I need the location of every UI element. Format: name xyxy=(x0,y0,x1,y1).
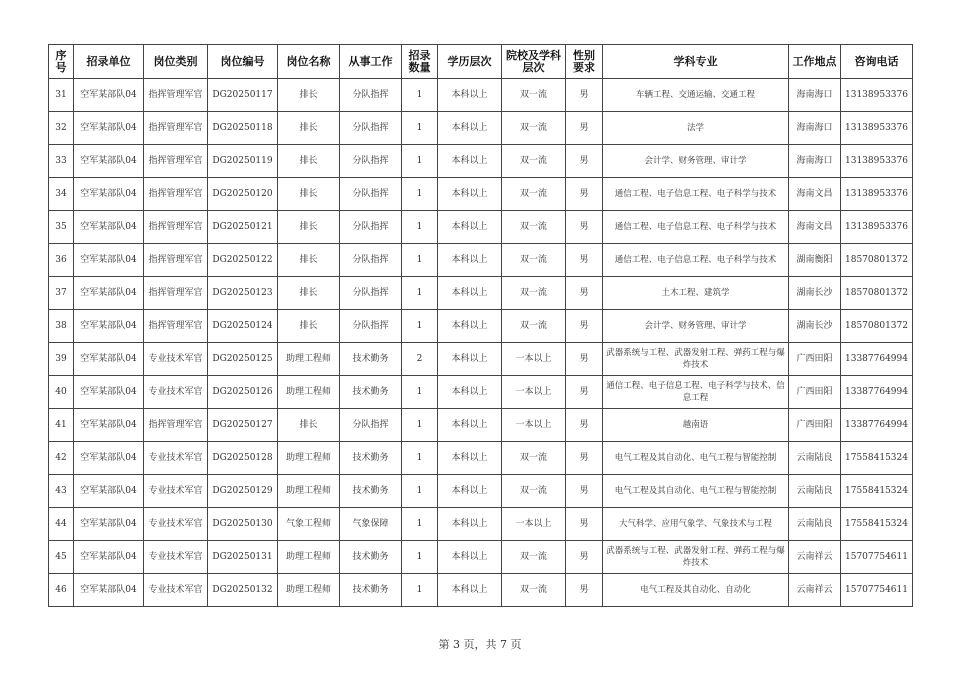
table-cell: 技术勤务 xyxy=(340,376,402,409)
table-cell: 双一流 xyxy=(502,310,566,343)
table-cell: 双一流 xyxy=(502,442,566,475)
table-row xyxy=(49,277,913,310)
table-cell: 男 xyxy=(566,277,603,310)
table-cell: 男 xyxy=(566,442,603,475)
table-cell: 本科以上 xyxy=(438,145,502,178)
table-cell: 海南文昌 xyxy=(789,178,841,211)
table-cell: 17558415324 xyxy=(841,508,913,541)
table-cell: 空军某部队04 xyxy=(74,376,144,409)
table-cell: 双一流 xyxy=(502,211,566,244)
table-cell: 双一流 xyxy=(502,79,566,112)
table-cell: 技术勤务 xyxy=(340,541,402,574)
table-cell: 1 xyxy=(402,277,438,310)
table-cell: 男 xyxy=(566,343,603,376)
table-cell: 分队指挥 xyxy=(340,211,402,244)
table-cell: 1 xyxy=(402,145,438,178)
table-cell: 云南陆良 xyxy=(789,508,841,541)
table-cell: 男 xyxy=(566,574,603,607)
table-cell: 本科以上 xyxy=(438,442,502,475)
table-row xyxy=(49,442,913,475)
table-cell: DG20250124 xyxy=(208,310,278,343)
table-cell: 武器系统与工程、武器发射工程、弹药工程与爆炸技术 xyxy=(603,541,789,574)
table-cell: 云南祥云 xyxy=(789,574,841,607)
table-cell: 技术勤务 xyxy=(340,343,402,376)
table-cell: 33 xyxy=(49,145,74,178)
table-cell: 助理工程师 xyxy=(278,574,340,607)
table-cell: 双一流 xyxy=(502,541,566,574)
table-cell: 1 xyxy=(402,178,438,211)
table-cell: 1 xyxy=(402,508,438,541)
table-cell: 空军某部队04 xyxy=(74,475,144,508)
table-cell: 海南文昌 xyxy=(789,211,841,244)
table-cell: 本科以上 xyxy=(438,508,502,541)
page-number: 第 3 页，共 7 页 xyxy=(438,638,522,651)
table-cell: 41 xyxy=(49,409,74,442)
table-cell: 通信工程、电子信息工程、电子科学与技术 xyxy=(603,178,789,211)
table-cell: 湖南衡阳 xyxy=(789,244,841,277)
table-cell: DG20250119 xyxy=(208,145,278,178)
table-cell: 海南海口 xyxy=(789,79,841,112)
table-cell: 气象工程师 xyxy=(278,508,340,541)
table-row xyxy=(49,409,913,442)
table-cell: DG20250130 xyxy=(208,508,278,541)
table-cell: 专业技术军官 xyxy=(144,541,208,574)
table-cell: 空军某部队04 xyxy=(74,574,144,607)
table-cell: 34 xyxy=(49,178,74,211)
table-cell: 本科以上 xyxy=(438,178,502,211)
table-cell: 43 xyxy=(49,475,74,508)
col-header: 岗位名称 xyxy=(278,45,340,79)
table-cell: 排长 xyxy=(278,79,340,112)
table-cell: 男 xyxy=(566,145,603,178)
table-cell: DG20250123 xyxy=(208,277,278,310)
table-cell: DG20250122 xyxy=(208,244,278,277)
table-cell: 15707754611 xyxy=(841,541,913,574)
table-row xyxy=(49,244,913,277)
table-cell: 38 xyxy=(49,310,74,343)
col-header: 咨询电话 xyxy=(841,45,913,79)
table-cell: 13138953376 xyxy=(841,178,913,211)
table-cell: 本科以上 xyxy=(438,211,502,244)
col-header: 岗位编号 xyxy=(208,45,278,79)
table-cell: 男 xyxy=(566,178,603,211)
table-cell: 指挥管理军官 xyxy=(144,244,208,277)
table-cell: 专业技术军官 xyxy=(144,376,208,409)
table-cell: DG20250132 xyxy=(208,574,278,607)
table-cell: 技术勤务 xyxy=(340,574,402,607)
table-cell: DG20250126 xyxy=(208,376,278,409)
table-cell: 空军某部队04 xyxy=(74,541,144,574)
table-cell: 指挥管理军官 xyxy=(144,79,208,112)
table-cell: 男 xyxy=(566,211,603,244)
table-cell: 双一流 xyxy=(502,475,566,508)
table-cell: 会计学、财务管理、审计学 xyxy=(603,310,789,343)
table-cell: 男 xyxy=(566,541,603,574)
table-cell: 技术勤务 xyxy=(340,475,402,508)
table-cell: 男 xyxy=(566,79,603,112)
table-cell: 通信工程、电子信息工程、电子科学与技术 xyxy=(603,244,789,277)
table-row xyxy=(49,211,913,244)
table-cell: 广西田阳 xyxy=(789,343,841,376)
table-cell: 空军某部队04 xyxy=(74,244,144,277)
table-cell: 13138953376 xyxy=(841,145,913,178)
table-cell: 分队指挥 xyxy=(340,310,402,343)
col-header: 招录单位 xyxy=(74,45,144,79)
table-cell: 土木工程、建筑学 xyxy=(603,277,789,310)
table-cell: 双一流 xyxy=(502,277,566,310)
table-cell: 45 xyxy=(49,541,74,574)
col-header: 学科专业 xyxy=(603,45,789,79)
table-cell: 排长 xyxy=(278,277,340,310)
table-cell: 男 xyxy=(566,475,603,508)
table-cell: 一本以上 xyxy=(502,376,566,409)
table-cell: 双一流 xyxy=(502,244,566,277)
table-cell: 排长 xyxy=(278,112,340,145)
table-cell: 本科以上 xyxy=(438,79,502,112)
table-cell: 1 xyxy=(402,442,438,475)
table-cell: 1 xyxy=(402,112,438,145)
table-cell: DG20250121 xyxy=(208,211,278,244)
table-cell: 湖南长沙 xyxy=(789,310,841,343)
table-cell: 1 xyxy=(402,244,438,277)
table-cell: 1 xyxy=(402,574,438,607)
table-cell: DG20250127 xyxy=(208,409,278,442)
table-cell: 1 xyxy=(402,211,438,244)
table-row xyxy=(49,310,913,343)
table-cell: 广西田阳 xyxy=(789,376,841,409)
table-cell: 双一流 xyxy=(502,574,566,607)
table-cell: 本科以上 xyxy=(438,310,502,343)
table-cell: 专业技术军官 xyxy=(144,343,208,376)
table-cell: 13387764994 xyxy=(841,409,913,442)
table-cell: 2 xyxy=(402,343,438,376)
table-cell: 排长 xyxy=(278,211,340,244)
table-cell: 气象保障 xyxy=(340,508,402,541)
table-body xyxy=(49,79,913,607)
table-cell: 专业技术军官 xyxy=(144,442,208,475)
col-header: 序号 xyxy=(49,45,74,79)
table-cell: 本科以上 xyxy=(438,112,502,145)
col-header: 性别要求 xyxy=(566,45,603,79)
table-cell: 男 xyxy=(566,409,603,442)
table-cell: DG20250131 xyxy=(208,541,278,574)
table-cell: 指挥管理军官 xyxy=(144,145,208,178)
table-cell: 空军某部队04 xyxy=(74,508,144,541)
table-row xyxy=(49,178,913,211)
table-row xyxy=(49,79,913,112)
table-row xyxy=(49,376,913,409)
table-cell: 一本以上 xyxy=(502,508,566,541)
table-cell: 排长 xyxy=(278,244,340,277)
table-cell: 专业技术军官 xyxy=(144,475,208,508)
table-cell: 男 xyxy=(566,244,603,277)
col-header: 工作地点 xyxy=(789,45,841,79)
table-cell: 助理工程师 xyxy=(278,541,340,574)
table-cell: 1 xyxy=(402,409,438,442)
table-cell: 专业技术军官 xyxy=(144,508,208,541)
table-cell: 18570801372 xyxy=(841,244,913,277)
table-cell: 13138953376 xyxy=(841,112,913,145)
table-cell: 本科以上 xyxy=(438,541,502,574)
table-cell: DG20250125 xyxy=(208,343,278,376)
table-cell: 空军某部队04 xyxy=(74,178,144,211)
table-cell: 本科以上 xyxy=(438,574,502,607)
table-cell: 法学 xyxy=(603,112,789,145)
table-cell: 助理工程师 xyxy=(278,343,340,376)
table-cell: 男 xyxy=(566,508,603,541)
table-cell: 分队指挥 xyxy=(340,178,402,211)
table-cell: 40 xyxy=(49,376,74,409)
table-cell: 本科以上 xyxy=(438,343,502,376)
table-cell: DG20250117 xyxy=(208,79,278,112)
table-cell: 46 xyxy=(49,574,74,607)
table-cell: DG20250128 xyxy=(208,442,278,475)
col-header: 招录数量 xyxy=(402,45,438,79)
table-cell: 空军某部队04 xyxy=(74,343,144,376)
table-cell: 指挥管理军官 xyxy=(144,409,208,442)
table-cell: 双一流 xyxy=(502,112,566,145)
table-cell: 空军某部队04 xyxy=(74,145,144,178)
table-cell: 湖南长沙 xyxy=(789,277,841,310)
table-cell: 1 xyxy=(402,475,438,508)
table-cell: 空军某部队04 xyxy=(74,409,144,442)
col-header: 从事工作 xyxy=(340,45,402,79)
header-row xyxy=(49,45,913,79)
table-cell: DG20250118 xyxy=(208,112,278,145)
table-cell: 武器系统与工程、武器发射工程、弹药工程与爆炸技术 xyxy=(603,343,789,376)
table-cell: 一本以上 xyxy=(502,343,566,376)
table-cell: 17558415324 xyxy=(841,442,913,475)
table-cell: 13387764994 xyxy=(841,343,913,376)
table-cell: 排长 xyxy=(278,178,340,211)
table-cell: 空军某部队04 xyxy=(74,79,144,112)
table-cell: 专业技术军官 xyxy=(144,574,208,607)
table-row xyxy=(49,574,913,607)
table-cell: 空军某部队04 xyxy=(74,442,144,475)
table-cell: 广西田阳 xyxy=(789,409,841,442)
recruitment-table xyxy=(48,44,913,607)
table-cell: 排长 xyxy=(278,310,340,343)
table-cell: 男 xyxy=(566,376,603,409)
table-cell: 13138953376 xyxy=(841,211,913,244)
table-cell: 助理工程师 xyxy=(278,475,340,508)
table-cell: 18570801372 xyxy=(841,277,913,310)
table-cell: 双一流 xyxy=(502,178,566,211)
table-cell: 电气工程及其自动化、自动化 xyxy=(603,574,789,607)
table-cell: 指挥管理军官 xyxy=(144,310,208,343)
table-cell: 指挥管理军官 xyxy=(144,211,208,244)
col-header: 学历层次 xyxy=(438,45,502,79)
table-cell: 18570801372 xyxy=(841,310,913,343)
table-row xyxy=(49,475,913,508)
table-cell: 电气工程及其自动化、电气工程与智能控制 xyxy=(603,442,789,475)
table-cell: 电气工程及其自动化、电气工程与智能控制 xyxy=(603,475,789,508)
table-cell: 空军某部队04 xyxy=(74,211,144,244)
table-cell: 云南陆良 xyxy=(789,475,841,508)
table-cell: 1 xyxy=(402,376,438,409)
table-cell: DG20250129 xyxy=(208,475,278,508)
table-cell: 男 xyxy=(566,310,603,343)
table-cell: 分队指挥 xyxy=(340,409,402,442)
table-cell: 31 xyxy=(49,79,74,112)
table-cell: 13387764994 xyxy=(841,376,913,409)
table-cell: 空军某部队04 xyxy=(74,277,144,310)
table-cell: 云南祥云 xyxy=(789,541,841,574)
table-cell: 技术勤务 xyxy=(340,442,402,475)
table-cell: 35 xyxy=(49,211,74,244)
table-cell: 1 xyxy=(402,310,438,343)
table-cell: 指挥管理军官 xyxy=(144,277,208,310)
table-cell: 助理工程师 xyxy=(278,442,340,475)
table-cell: 42 xyxy=(49,442,74,475)
table-row xyxy=(49,112,913,145)
table-cell: 13138953376 xyxy=(841,79,913,112)
table-cell: 36 xyxy=(49,244,74,277)
table-cell: 分队指挥 xyxy=(340,145,402,178)
table-cell: 17558415324 xyxy=(841,475,913,508)
table-cell: 越南语 xyxy=(603,409,789,442)
table-cell: 排长 xyxy=(278,409,340,442)
table-cell: 本科以上 xyxy=(438,409,502,442)
table-cell: 分队指挥 xyxy=(340,79,402,112)
table-cell: 通信工程、电子信息工程、电子科学与技术 xyxy=(603,211,789,244)
table-cell: 排长 xyxy=(278,145,340,178)
table-cell: 分队指挥 xyxy=(340,277,402,310)
table-cell: 云南陆良 xyxy=(789,442,841,475)
table-cell: 助理工程师 xyxy=(278,376,340,409)
table-cell: 指挥管理军官 xyxy=(144,178,208,211)
table-cell: 1 xyxy=(402,79,438,112)
table-cell: 37 xyxy=(49,277,74,310)
table-cell: 空军某部队04 xyxy=(74,112,144,145)
col-header: 岗位类别 xyxy=(144,45,208,79)
table-row xyxy=(49,508,913,541)
table-cell: 本科以上 xyxy=(438,475,502,508)
table-cell: 本科以上 xyxy=(438,244,502,277)
table-cell: 1 xyxy=(402,541,438,574)
table-cell: 空军某部队04 xyxy=(74,310,144,343)
table-cell: 大气科学、应用气象学、气象技术与工程 xyxy=(603,508,789,541)
table-cell: 男 xyxy=(566,112,603,145)
table-row xyxy=(49,145,913,178)
table-row xyxy=(49,541,913,574)
table-cell: 39 xyxy=(49,343,74,376)
table-cell: 指挥管理军官 xyxy=(144,112,208,145)
table-cell: 15707754611 xyxy=(841,574,913,607)
table-cell: 通信工程、电子信息工程、电子科学与技术、信息工程 xyxy=(603,376,789,409)
table-cell: 车辆工程、交通运输、交通工程 xyxy=(603,79,789,112)
table-cell: 32 xyxy=(49,112,74,145)
table-cell: 44 xyxy=(49,508,74,541)
col-header: 院校及学科层次 xyxy=(502,45,566,79)
table-row xyxy=(49,343,913,376)
table-cell: 海南海口 xyxy=(789,145,841,178)
table-cell: 分队指挥 xyxy=(340,244,402,277)
table-cell: 海南海口 xyxy=(789,112,841,145)
table-cell: 双一流 xyxy=(502,145,566,178)
table-cell: 本科以上 xyxy=(438,277,502,310)
table-cell: 分队指挥 xyxy=(340,112,402,145)
table-cell: DG20250120 xyxy=(208,178,278,211)
table-cell: 本科以上 xyxy=(438,376,502,409)
table-cell: 一本以上 xyxy=(502,409,566,442)
table-cell: 会计学、财务管理、审计学 xyxy=(603,145,789,178)
